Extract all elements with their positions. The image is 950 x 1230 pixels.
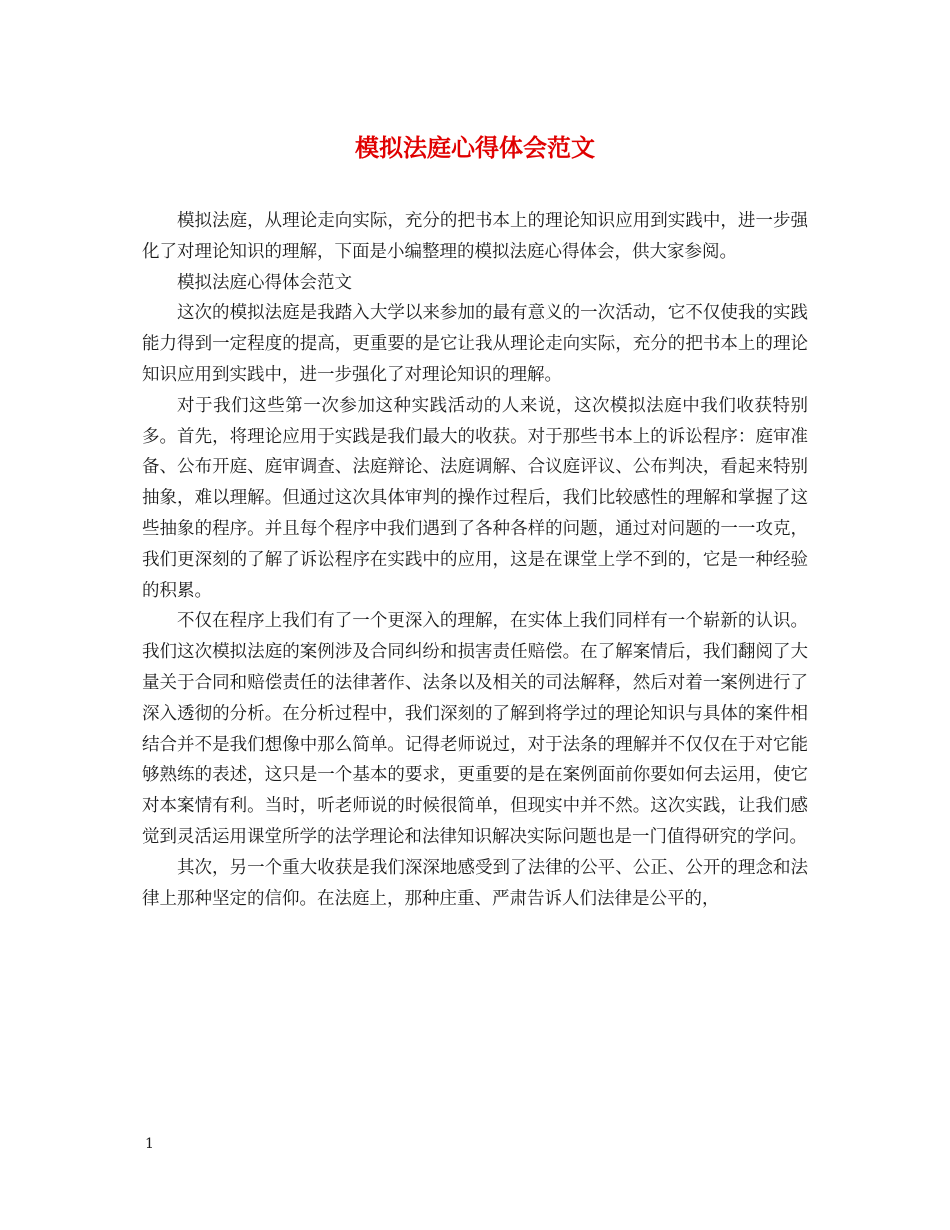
paragraph-3: 不仅在程序上我们有了一个更深入的理解，在实体上我们同样有一个崭新的认识。我们这次模拟法庭的案例涉及合同纠纷和损害责任赔偿。在了解案情后，我们翻阅了大量关于合同和赔偿责任的法律著作、法条以及相关的司法解释，然后对着一案例进行了深入透彻的分析。在分析过程中，我们深刻的了解到将学过的理论知识与具体的案件相结合并不是我们想像中那么简单。记得老师说过，对于法条的理解并不仅仅在于对它能够熟练的表述，这只是一个基本的要求，更重要的是在案例面前你要如何去运用，使它对本案情有利。当时，听老师说的时候很简单，但现实中并不然。这次实践，让我们感觉到灵活运用课堂所学的法学理论和法律知识解决实际问题也是一门值得研究的学问。 bbox=[142, 611, 808, 847]
paragraph-subheading: 模拟法庭心得体会范文 bbox=[177, 272, 352, 293]
paragraph-2: 对于我们这些第一次参加这种实践活动的人来说，这次模拟法庭中我们收获特别多。首先，将理论应用于实践是我们最大的收获。对于那些书本上的诉讼程序：庭审准备、公布开庭、庭审调查、法庭辩论、法庭调解、合议庭评议、公布判决，看起来特别抽象，难以理解。但通过这次具体审判的操作过程后，我们比较感性的理解和掌握了这些抽象的程序。并且每个程序中我们遇到了各种各样的问题，通过对问题的一一攻克，我们更深刻的了解了诉讼程序在实践中的应用，这是在课堂上学不到的，它是一种经验的积累。 bbox=[142, 395, 808, 601]
paragraph-intro: 模拟法庭，从理论走向实际，充分的把书本上的理论知识应用到实践中，进一步强化了对理论知识的理解，下面是小编整理的模拟法庭心得体会，供大家参阅。 bbox=[142, 211, 808, 262]
paragraph-4: 其次，另一个重大收获是我们深深地感受到了法律的公平、公正、公开的理念和法律上那种坚定的信仰。在法庭上，那种庄重、严肃告诉人们法律是公平的， bbox=[142, 857, 808, 909]
page-number: 1 bbox=[145, 1136, 154, 1152]
document-title: 模拟法庭心得体会范文 bbox=[355, 133, 595, 162]
paragraph-1: 这次的模拟法庭是我踏入大学以来参加的最有意义的一次活动，它不仅使我的实践能力得到一定程度的提高，更重要的是它让我从理论走向实际，充分的把书本上的理论知识应用到实践中，进一步强化了对理论知识的理解。 bbox=[142, 303, 808, 385]
document-body bbox=[142, 206, 808, 914]
